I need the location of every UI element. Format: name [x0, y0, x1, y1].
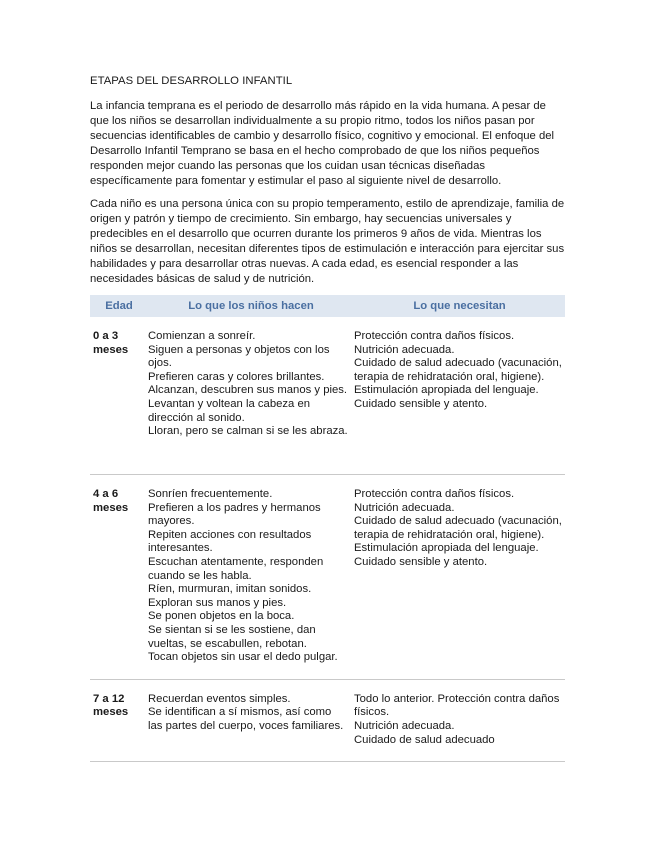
age-unit: meses [93, 501, 129, 514]
cell-line: Se sientan si se les sostiene, dan vueltas, se escabullen, rebotan. [148, 623, 316, 650]
cell-line: Comienzan a sonreír. [148, 330, 256, 342]
cell-line: Nutrición adecuada. [354, 719, 455, 732]
document-page [90, 74, 566, 762]
cell-line: Se identifican a sí mismos, así como las partes del cuerpo, voces familiares. [148, 706, 344, 732]
needs-cell [354, 475, 565, 680]
cell-line: Estimulación apropiada del lenguaje. [354, 542, 539, 555]
cell-line: Repiten acciones con resultados interesantes. [148, 528, 312, 555]
table-row [90, 475, 565, 680]
age-range: 4 a 6 [93, 488, 119, 500]
cell-line: Cuidado sensible y atento. [354, 397, 488, 410]
cell-line: Cuidado de salud adecuado (vacunación, terapia de rehidratación oral, higiene). [354, 357, 562, 383]
cell-line: Cuidado sensible y atento. [354, 555, 488, 568]
table-row [90, 679, 565, 761]
age-cell [90, 475, 148, 680]
cell-line: Protección contra daños físicos. [354, 330, 515, 342]
needs-cell [354, 679, 565, 761]
age-cell [90, 679, 148, 761]
cell-line: Cuidado de salud adecuado [354, 733, 495, 746]
cell-line: Nutrición adecuada. [354, 343, 455, 356]
age-unit: meses [93, 343, 129, 356]
header-what-children-do: Lo que los niños hacen [148, 295, 354, 317]
development-table [90, 295, 565, 762]
cell-line: Protección contra daños físicos. [354, 488, 515, 500]
cell-line: Todo lo anterior. Protección contra daños físicos. [354, 692, 560, 719]
age-cell [90, 317, 148, 475]
cell-line: Escuchan atentamente, responden cuando se les habla. [148, 555, 324, 582]
cell-line: Exploran sus manos y pies. [148, 596, 287, 609]
cell-line: Cuidado de salud adecuado (vacunación, terapia de rehidratación oral, higiene). [354, 515, 562, 541]
age-range: 0 a 3 [93, 330, 119, 342]
does-cell [148, 679, 354, 761]
table-header-row [90, 295, 565, 317]
cell-line: Alcanzan, descubren sus manos y pies. [148, 384, 348, 397]
header-age: Edad [90, 295, 148, 317]
cell-line: Prefieren a los padres y hermanos mayores. [148, 501, 321, 528]
cell-line: Prefieren caras y colores brillantes. [148, 370, 325, 383]
cell-line: Se ponen objetos en la boca. [148, 610, 295, 623]
cell-line: Levantan y voltean la cabeza en dirección al sonido. [148, 397, 311, 424]
needs-cell [354, 317, 565, 475]
second-paragraph: Cada niño es una persona única con su propio temperamento, estilo de aprendizaje, familia de origen y patrón y tiempo de crecimiento. Sin embargo, hay secuencias universales y predecibles en el desarrollo que ocurren durante los primeros 9 años de vida. Mientras los niños se desarrollan, necesitan diferentes tipos de estimulación e interacción para ejercitar sus habilidades y para desarrollar otras nuevas. A cada edad, es esencial responder a las necesidades básicas de salud y de nutrición. [90, 198, 565, 285]
age-range: 7 a 12 [93, 692, 125, 705]
intro-paragraph: La infancia temprana es el periodo de desarrollo más rápido en la vida humana. A pesar de que los niños se desarrollan individualmente a su propio ritmo, todos los niños pasan por secuencias identificables de cambio y desarrollo físico, cognitivo y emocional. El enfoque del Desarrollo Infantil Temprano se basa en el hecho comprobado de que los niños pequeños responden mejor cuando las personas que los cuidan usan técnicas diseñadas específicamente para fomentar y estimular el paso al siguiente nivel de desarrollo. [90, 100, 555, 187]
cell-line: Lloran, pero se calman si se les abraza. [148, 425, 348, 438]
cell-line: Tocan objetos sin usar el dedo pulgar. [148, 651, 338, 664]
table-row [90, 317, 565, 475]
cell-line: Siguen a personas y objetos con los ojos. [148, 343, 330, 370]
does-cell [148, 475, 354, 680]
does-cell [148, 317, 354, 475]
cell-line: Recuerdan eventos simples. [148, 692, 291, 705]
age-unit: meses [93, 706, 129, 719]
header-what-they-need: Lo que necesitan [354, 295, 565, 317]
cell-line: Ríen, murmuran, imitan sonidos. [148, 583, 312, 596]
cell-line: Sonríen frecuentemente. [148, 488, 273, 500]
cell-line: Nutrición adecuada. [354, 501, 455, 514]
cell-line: Estimulación apropiada del lenguaje. [354, 384, 539, 397]
document-title: ETAPAS DEL DESARROLLO INFANTIL [90, 75, 293, 87]
